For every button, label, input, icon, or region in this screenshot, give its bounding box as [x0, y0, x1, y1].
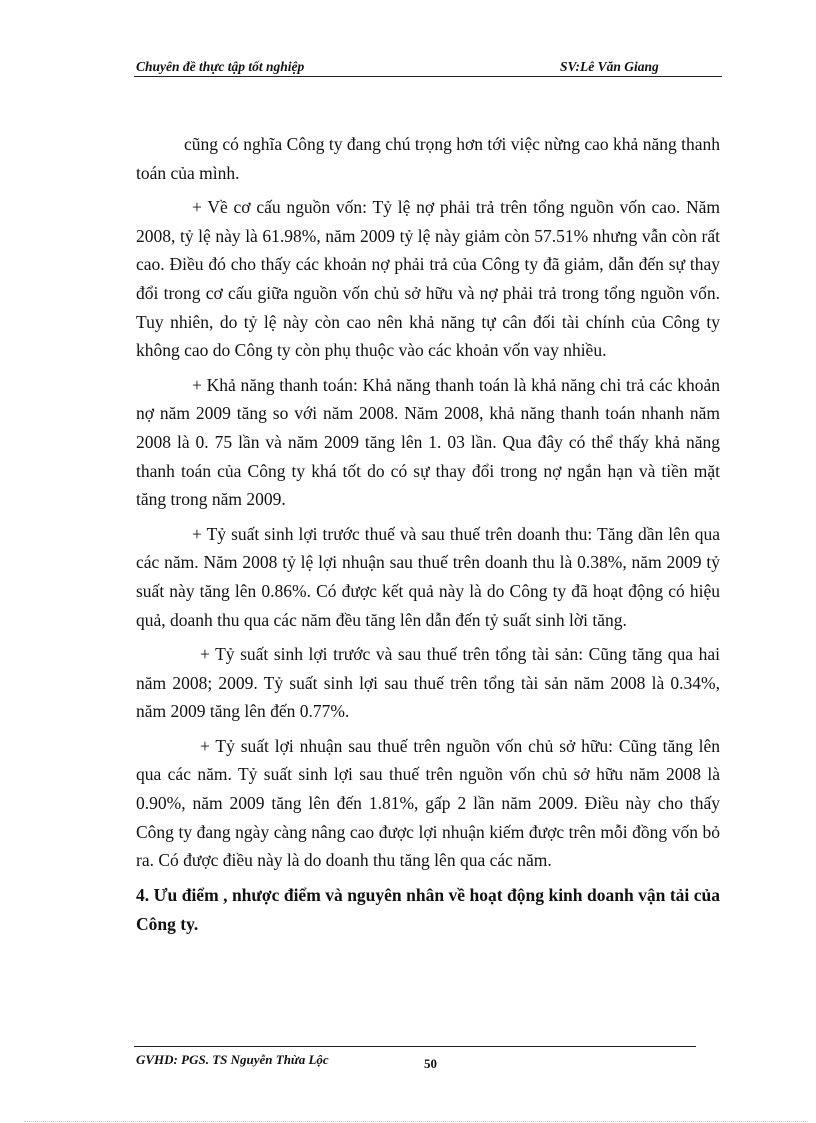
page-number: 50 — [424, 1056, 437, 1071]
paragraph-return-on-revenue: + Tỷ suất sinh lợi trước thuế và sau thuế trên doanh thu: Tăng dần lên qua các năm. Năm 2008 tỷ lệ lợi nhuận sau thuế trên doanh thu là 0.38%, năm 2009 tỷ suất này tăng lên 0.86%. Có được kết quả này là do Công ty đã hoạt động có hiệu quả, doanh thu qua các năm đều tăng lên dẫn đến tỷ suất sinh lời tăng. — [136, 523, 720, 630]
page-edge-divider — [24, 1121, 808, 1122]
footer-divider — [134, 1046, 696, 1047]
page-body — [136, 130, 720, 945]
paragraph-return-on-assets: + Tỷ suất sinh lợi trước và sau thuế trên tổng tài sản: Cũng tăng qua hai năm 2008; 2009. Tỷ suất sinh lợi sau thuế trên tổng tài sản năm 2008 là 0.34%, năm 2009 tăng lên đến 0.77%. — [136, 644, 720, 722]
paragraph-continuation: cũng có nghĩa Công ty đang chú trọng hơn tới việc nừng cao khả năng thanh toán của mình. — [136, 134, 720, 183]
header-student-name: SV:Lê Văn Giang — [560, 59, 659, 74]
paragraph-return-on-equity: + Tỷ suất lợi nhuận sau thuế trên nguồn vốn chủ sở hữu: Cũng tăng lên qua các năm. Tỷ suất sinh lợi sau thuế trên nguồn vốn chủ sở hữu năm 2008 là 0.90%, năm 2009 tăng lên đến 1.81%, gấp 2 lần năm 2009. Điều này cho thấy Công ty đang ngày càng nâng cao được lợi nhuận kiếm được trên mỗi đồng vốn bỏ ra. Có được điều này là do doanh thu tăng lên qua các năm. — [136, 735, 720, 871]
page-header — [134, 56, 722, 77]
paragraph-capital-structure: + Về cơ cấu nguồn vốn: Tỷ lệ nợ phải trả trên tổng nguồn vốn cao. Năm 2008, tỷ lệ này là 61.98%, năm 2009 tỷ lệ này giảm còn 57.51% nhưng vẫn còn rất cao. Điều đó cho thấy các khoản nợ phải trả của Công ty đã giảm, dẫn đến sự thay đổi trong cơ cấu giữa nguồn vốn chủ sở hữu và nợ phải trả trong tổng nguồn vốn. Tuy nhiên, do tỷ lệ này còn cao nên khả năng tự cân đối tài chính của Công ty không cao do Công ty còn phụ thuộc vào các khoản vốn vay nhiều. — [136, 197, 720, 361]
footer-supervisor: GVHD: PGS. TS Nguyễn Thừa Lộc — [136, 1052, 329, 1067]
header-document-title: Chuyên đề thực tập tốt nghiệp — [136, 59, 305, 74]
paragraph-solvency: + Khả năng thanh toán: Khả năng thanh toán là khả năng chi trả các khoản nợ năm 2009 tăng so với năm 2008. Năm 2008, khả năng thanh toán nhanh năm 2008 là 0. 75 lần và năm 2009 tăng lên 1. 03 lần. Qua đây có thể thấy khả năng thanh toán của Công ty khá tốt do có sự thay đổi trong nợ ngắn hạn và tiền mặt tăng trong năm 2009. — [136, 374, 720, 510]
section-heading: 4. Ưu điểm , nhược điểm và nguyên nhân về hoạt động kinh doanh vận tải của Công ty. — [136, 884, 720, 934]
